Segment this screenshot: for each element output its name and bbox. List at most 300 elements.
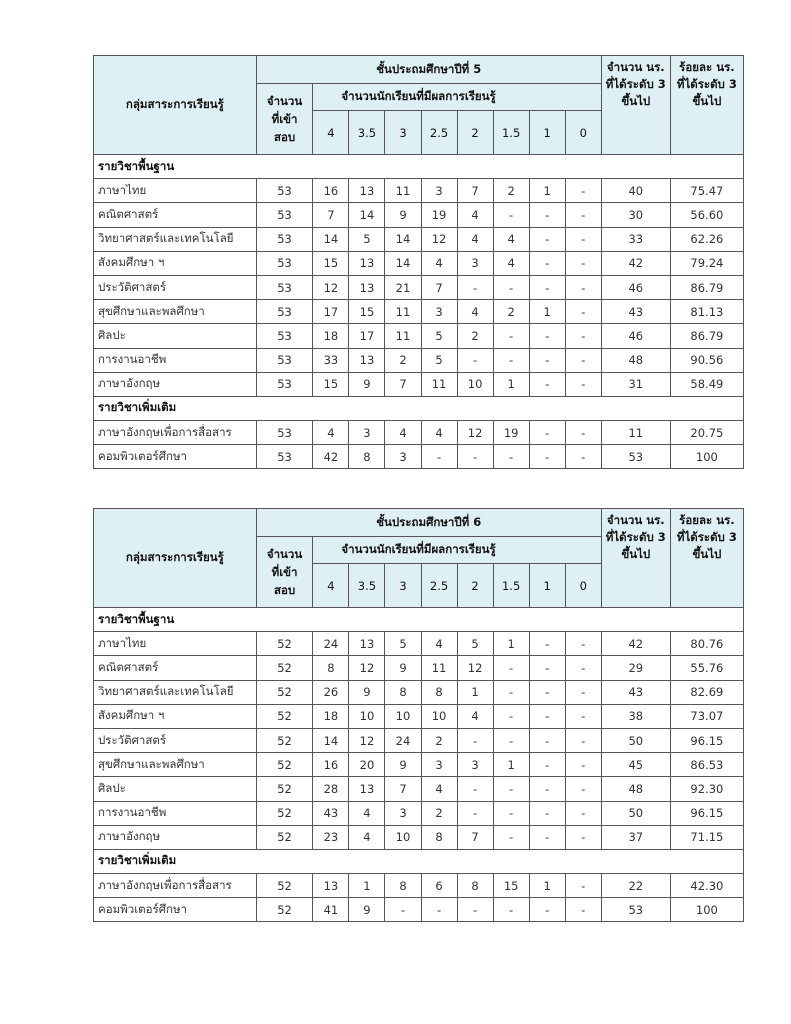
grade-count-cell: 42 — [313, 445, 349, 469]
grade-count-cell: 4 — [493, 251, 529, 275]
grade-count-cell: 28 — [313, 777, 349, 801]
grade-count-cell: 3 — [421, 179, 457, 203]
grade-count-cell: 4 — [313, 421, 349, 445]
percent-level3-cell: 100 — [670, 445, 743, 469]
grade-count-cell: 4 — [457, 203, 493, 227]
grade-count-cell: - — [457, 275, 493, 299]
tested-count-header — [256, 84, 313, 155]
percent-level3-header — [670, 56, 743, 155]
grade-count-cell: 4 — [457, 704, 493, 728]
grade-count-cell: 11 — [385, 179, 421, 203]
grade-count-cell: - — [529, 753, 565, 777]
grade-count-cell: 12 — [457, 421, 493, 445]
grade-count-cell: - — [385, 898, 421, 922]
grade-count-cell: 9 — [385, 753, 421, 777]
subject-cell: ประวัติศาสตร์ — [94, 275, 257, 299]
tested-cell: 52 — [256, 632, 313, 656]
grade-count-cell: - — [529, 656, 565, 680]
grade-count-cell: 12 — [421, 227, 457, 251]
grade-count-cell: 11 — [385, 324, 421, 348]
table-row — [94, 874, 744, 898]
grade-count-cell: - — [565, 825, 601, 849]
count-level3-cell: 38 — [601, 704, 670, 728]
grade-count-cell: 3 — [457, 753, 493, 777]
grade-count-cell: 15 — [313, 251, 349, 275]
grade-count-cell: 4 — [421, 251, 457, 275]
subject-cell: สังคมศึกษา ฯ — [94, 704, 257, 728]
grade-count-cell: 4 — [349, 801, 385, 825]
grade-count-cell: 14 — [313, 227, 349, 251]
grade-count-cell: - — [565, 704, 601, 728]
grade-results-table — [93, 508, 744, 922]
grade-count-cell: - — [457, 801, 493, 825]
grade-count-cell: - — [565, 348, 601, 372]
percent-level3-cell: 96.15 — [670, 801, 743, 825]
tested-cell: 52 — [256, 728, 313, 752]
tested-cell: 52 — [256, 753, 313, 777]
grade-count-cell: 8 — [385, 874, 421, 898]
table-row — [94, 227, 744, 251]
grade-count-cell: 7 — [421, 275, 457, 299]
grade-count-cell: 15 — [493, 874, 529, 898]
grade-count-cell: 13 — [349, 777, 385, 801]
percent-level3-cell: 56.60 — [670, 203, 743, 227]
table-row — [94, 445, 744, 469]
grade-count-cell: 2 — [421, 801, 457, 825]
grade-count-cell: - — [529, 421, 565, 445]
grade-count-cell: 13 — [349, 348, 385, 372]
grade-count-cell: 19 — [493, 421, 529, 445]
grade-count-cell: 9 — [385, 203, 421, 227]
count-level3-cell: 53 — [601, 445, 670, 469]
table-row — [94, 898, 744, 922]
grade-count-cell: 24 — [385, 728, 421, 752]
subject-cell: ประวัติศาสตร์ — [94, 728, 257, 752]
subject-cell: ภาษาอังกฤษเพื่อการสื่อสาร — [94, 421, 257, 445]
grade-count-cell: 11 — [385, 300, 421, 324]
table-row — [94, 777, 744, 801]
count-level3-header-line: ขึ้นไป — [621, 547, 651, 561]
section-title: รายวิชาเพิ่มเติม — [94, 849, 744, 873]
grade-count-cell: 10 — [421, 704, 457, 728]
grade-count-cell: - — [493, 777, 529, 801]
grade-count-cell: 3 — [349, 421, 385, 445]
grade-count-cell: 1 — [493, 632, 529, 656]
tested-cell: 53 — [256, 300, 313, 324]
table-row — [94, 348, 744, 372]
grade-count-cell: 10 — [385, 825, 421, 849]
count-level3-cell: 37 — [601, 825, 670, 849]
subject-cell: ภาษาอังกฤษ — [94, 372, 257, 396]
percent-level3-cell: 100 — [670, 898, 743, 922]
grade-count-cell: - — [565, 275, 601, 299]
count-level3-header-line: จำนวน นร. — [606, 513, 665, 527]
tested-cell: 52 — [256, 801, 313, 825]
table-row — [94, 656, 744, 680]
table-row — [94, 275, 744, 299]
grade-count-cell: - — [565, 753, 601, 777]
grade-count-cell: 1 — [493, 372, 529, 396]
grade-count-cell: 15 — [313, 372, 349, 396]
grade-count-cell: 6 — [421, 874, 457, 898]
grade-count-cell: 5 — [421, 324, 457, 348]
count-level3-cell: 50 — [601, 801, 670, 825]
grade-count-cell: 3 — [385, 801, 421, 825]
grade-count-cell: - — [565, 324, 601, 348]
grade-count-cell: - — [565, 874, 601, 898]
percent-level3-cell: 81.13 — [670, 300, 743, 324]
grade-count-cell: - — [565, 421, 601, 445]
section-title: รายวิชาเพิ่มเติม — [94, 396, 744, 420]
grade-count-cell: 4 — [493, 227, 529, 251]
tested-count-header-line: สอบ — [273, 583, 296, 597]
subject-cell: ศิลปะ — [94, 324, 257, 348]
tested-count-header — [256, 537, 313, 608]
grade-count-cell: 1 — [529, 874, 565, 898]
table-row — [94, 300, 744, 324]
grade-column-header: 1.5 — [493, 564, 529, 608]
tested-cell: 52 — [256, 825, 313, 849]
grade-results-header: จำนวนนักเรียนที่มีผลการเรียนรู้ — [313, 84, 601, 111]
count-level3-cell: 46 — [601, 275, 670, 299]
subject-cell: คณิตศาสตร์ — [94, 656, 257, 680]
grade-count-cell: - — [457, 777, 493, 801]
count-level3-header-line: จำนวน นร. — [606, 60, 665, 74]
grade-count-cell: 1 — [529, 179, 565, 203]
count-level3-cell: 11 — [601, 421, 670, 445]
grade-column-header: 2.5 — [421, 564, 457, 608]
subject-cell: การงานอาชีพ — [94, 348, 257, 372]
section-title: รายวิชาพื้นฐาน — [94, 155, 744, 179]
grade-count-cell: 14 — [385, 251, 421, 275]
grade-count-cell: 11 — [421, 372, 457, 396]
section-row — [94, 155, 744, 179]
grade-count-cell: 4 — [349, 825, 385, 849]
grade-count-cell: 12 — [457, 656, 493, 680]
grade-count-cell: 18 — [313, 704, 349, 728]
table-row — [94, 203, 744, 227]
percent-level3-cell: 96.15 — [670, 728, 743, 752]
grade-count-cell: 7 — [313, 203, 349, 227]
grade-column-header: 3.5 — [349, 564, 385, 608]
grade-count-cell: 4 — [385, 421, 421, 445]
grade-count-cell: 2 — [493, 300, 529, 324]
tested-cell: 53 — [256, 421, 313, 445]
grade-count-cell: - — [565, 372, 601, 396]
grade-count-cell: - — [565, 656, 601, 680]
grade-count-cell: - — [457, 445, 493, 469]
grade-count-cell: 13 — [349, 275, 385, 299]
grade-count-cell: 1 — [457, 680, 493, 704]
percent-level3-header-line: ร้อยละ นร. — [679, 513, 735, 527]
grade-column-header: 2.5 — [421, 111, 457, 155]
grade-column-header: 3 — [385, 111, 421, 155]
count-level3-cell: 48 — [601, 777, 670, 801]
grade-count-cell: 41 — [313, 898, 349, 922]
tested-cell: 53 — [256, 203, 313, 227]
grade-count-cell: - — [565, 179, 601, 203]
grade-count-cell: - — [529, 680, 565, 704]
grade-count-cell: - — [493, 898, 529, 922]
grade-count-cell: - — [565, 777, 601, 801]
percent-level3-cell: 42.30 — [670, 874, 743, 898]
tested-cell: 52 — [256, 874, 313, 898]
grade-count-cell: - — [529, 251, 565, 275]
grade-count-cell: 5 — [385, 632, 421, 656]
table-row — [94, 680, 744, 704]
section-title: รายวิชาพื้นฐาน — [94, 608, 744, 632]
count-level3-header-line: ที่ได้ระดับ 3 — [605, 530, 666, 544]
percent-level3-cell: 58.49 — [670, 372, 743, 396]
grade-count-cell: 19 — [421, 203, 457, 227]
grade-count-cell: 8 — [313, 656, 349, 680]
grade-count-cell: 7 — [457, 179, 493, 203]
grade-count-cell: - — [493, 656, 529, 680]
grade-count-cell: - — [493, 445, 529, 469]
grade-column-header: 2 — [457, 564, 493, 608]
grade-count-cell: - — [529, 227, 565, 251]
grade-count-cell: - — [529, 372, 565, 396]
grade-count-cell: 4 — [457, 300, 493, 324]
count-level3-cell: 42 — [601, 632, 670, 656]
tested-cell: 53 — [256, 445, 313, 469]
grade-count-cell: - — [529, 825, 565, 849]
count-level3-cell: 33 — [601, 227, 670, 251]
grade-count-cell: 10 — [385, 704, 421, 728]
grade-count-cell: - — [565, 251, 601, 275]
grade-count-cell: - — [529, 348, 565, 372]
table-row — [94, 632, 744, 656]
grade-level-title: ชั้นประถมศึกษาปีที่ 6 — [256, 509, 601, 537]
table-row — [94, 251, 744, 275]
grade-count-cell: 8 — [349, 445, 385, 469]
grade-count-cell: 8 — [421, 680, 457, 704]
table-row — [94, 825, 744, 849]
grade-count-cell: 16 — [313, 179, 349, 203]
grade-count-cell: 14 — [349, 203, 385, 227]
grade-count-cell: - — [529, 445, 565, 469]
tested-cell: 52 — [256, 898, 313, 922]
subject-cell: ภาษาไทย — [94, 632, 257, 656]
percent-level3-cell: 55.76 — [670, 656, 743, 680]
tested-cell: 52 — [256, 656, 313, 680]
percent-level3-cell: 75.47 — [670, 179, 743, 203]
grade-count-cell: 8 — [385, 680, 421, 704]
subject-cell: วิทยาศาสตร์และเทคโนโลยี — [94, 680, 257, 704]
tested-cell: 53 — [256, 179, 313, 203]
grade-count-cell: - — [529, 728, 565, 752]
tested-cell: 53 — [256, 251, 313, 275]
count-level3-cell: 40 — [601, 179, 670, 203]
grade-count-cell: 5 — [457, 632, 493, 656]
tested-cell: 53 — [256, 227, 313, 251]
grade-count-cell: - — [565, 680, 601, 704]
grade-count-cell: 4 — [421, 421, 457, 445]
grade-count-cell: 13 — [313, 874, 349, 898]
grade-count-cell: 8 — [421, 825, 457, 849]
tested-cell: 53 — [256, 324, 313, 348]
grade-count-cell: 17 — [313, 300, 349, 324]
grade-count-cell: - — [565, 227, 601, 251]
grade-count-cell: 9 — [349, 898, 385, 922]
section-row — [94, 396, 744, 420]
percent-level3-cell: 90.56 — [670, 348, 743, 372]
table-row — [94, 704, 744, 728]
tested-count-header-line: จำนวน — [266, 94, 303, 108]
count-level3-cell: 22 — [601, 874, 670, 898]
percent-level3-header-line: ขึ้นไป — [692, 94, 722, 108]
grade-count-cell: - — [565, 898, 601, 922]
grade-count-cell: 1 — [493, 753, 529, 777]
grade-results-header: จำนวนนักเรียนที่มีผลการเรียนรู้ — [313, 537, 601, 564]
table-row — [94, 753, 744, 777]
count-level3-cell: 42 — [601, 251, 670, 275]
grade-count-cell: 20 — [349, 753, 385, 777]
grade-results-table — [93, 55, 744, 469]
grade-count-cell: 3 — [421, 300, 457, 324]
table-row — [94, 324, 744, 348]
section-row — [94, 849, 744, 873]
percent-level3-cell: 73.07 — [670, 704, 743, 728]
grade-count-cell: 43 — [313, 801, 349, 825]
percent-level3-cell: 92.30 — [670, 777, 743, 801]
tested-cell: 53 — [256, 275, 313, 299]
grade-count-cell: - — [529, 275, 565, 299]
percent-level3-cell: 86.79 — [670, 324, 743, 348]
percent-level3-header-line: ร้อยละ นร. — [679, 60, 735, 74]
grade-count-cell: 8 — [457, 874, 493, 898]
grade-column-header: 0 — [565, 111, 601, 155]
subject-cell: ภาษาอังกฤษเพื่อการสื่อสาร — [94, 874, 257, 898]
grade-count-cell: - — [493, 275, 529, 299]
grade-count-cell: 33 — [313, 348, 349, 372]
tested-cell: 52 — [256, 680, 313, 704]
count-level3-header-line: ขึ้นไป — [621, 94, 651, 108]
grade-count-cell: 9 — [385, 656, 421, 680]
grade-count-cell: - — [565, 632, 601, 656]
grade-count-cell: - — [493, 825, 529, 849]
count-level3-header — [601, 509, 670, 608]
grade-column-header: 3 — [385, 564, 421, 608]
grade-count-cell: - — [493, 704, 529, 728]
grade-count-cell: 11 — [421, 656, 457, 680]
grade-column-header: 4 — [313, 111, 349, 155]
subject-cell: คอมพิวเตอร์ศึกษา — [94, 898, 257, 922]
count-level3-cell: 30 — [601, 203, 670, 227]
percent-level3-cell: 86.79 — [670, 275, 743, 299]
grade-column-header: 3.5 — [349, 111, 385, 155]
grade-count-cell: 5 — [421, 348, 457, 372]
grade-count-cell: - — [457, 898, 493, 922]
percent-level3-cell: 71.15 — [670, 825, 743, 849]
table-row — [94, 179, 744, 203]
grade-count-cell: - — [457, 728, 493, 752]
tested-cell: 52 — [256, 777, 313, 801]
grade-column-header: 0 — [565, 564, 601, 608]
grade-count-cell: 3 — [421, 753, 457, 777]
grade-count-cell: 9 — [349, 680, 385, 704]
subject-cell: คณิตศาสตร์ — [94, 203, 257, 227]
grade-count-cell: 18 — [313, 324, 349, 348]
table-row — [94, 372, 744, 396]
grade-count-cell: - — [529, 203, 565, 227]
grade-count-cell: - — [493, 728, 529, 752]
grade-count-cell: 21 — [385, 275, 421, 299]
grade-count-cell: - — [493, 203, 529, 227]
grade-count-cell: 2 — [493, 179, 529, 203]
tested-cell: 53 — [256, 348, 313, 372]
subject-cell: ศิลปะ — [94, 777, 257, 801]
section-row — [94, 608, 744, 632]
count-level3-cell: 48 — [601, 348, 670, 372]
count-level3-cell: 29 — [601, 656, 670, 680]
subject-group-header: กลุ่มสาระการเรียนรู้ — [94, 509, 257, 608]
grade-count-cell: 23 — [313, 825, 349, 849]
grade-level-title: ชั้นประถมศึกษาปีที่ 5 — [256, 56, 601, 84]
grade-count-cell: - — [421, 445, 457, 469]
subject-cell: ภาษาไทย — [94, 179, 257, 203]
grade-count-cell: - — [529, 632, 565, 656]
grade-count-cell: 12 — [349, 656, 385, 680]
tested-cell: 52 — [256, 704, 313, 728]
grade-count-cell: 24 — [313, 632, 349, 656]
grade-count-cell: - — [565, 300, 601, 324]
percent-level3-header-line: ที่ได้ระดับ 3 — [676, 77, 737, 91]
grade-count-cell: 14 — [313, 728, 349, 752]
tested-cell: 53 — [256, 372, 313, 396]
count-level3-cell: 43 — [601, 680, 670, 704]
grade-count-cell: 5 — [349, 227, 385, 251]
grade-column-header: 2 — [457, 111, 493, 155]
tested-count-header-line: ที่เข้า — [271, 565, 298, 579]
count-level3-header-line: ที่ได้ระดับ 3 — [605, 77, 666, 91]
grade-count-cell: 2 — [421, 728, 457, 752]
percent-level3-cell: 62.26 — [670, 227, 743, 251]
count-level3-cell: 46 — [601, 324, 670, 348]
table-row — [94, 728, 744, 752]
grade-count-cell: 15 — [349, 300, 385, 324]
grade-count-cell: 4 — [457, 227, 493, 251]
grade-count-cell: 3 — [385, 445, 421, 469]
percent-level3-header-line: ที่ได้ระดับ 3 — [676, 530, 737, 544]
grade-column-header: 1 — [529, 564, 565, 608]
grade-count-cell: - — [493, 801, 529, 825]
grade-count-cell: - — [529, 704, 565, 728]
grade-count-cell: 7 — [385, 777, 421, 801]
tested-count-header-line: สอบ — [273, 130, 296, 144]
grade-count-cell: 12 — [349, 728, 385, 752]
grade-count-cell: - — [457, 348, 493, 372]
grade-count-cell: 2 — [457, 324, 493, 348]
grade-count-cell: 17 — [349, 324, 385, 348]
subject-cell: สุขศึกษาและพลศึกษา — [94, 753, 257, 777]
grade-count-cell: - — [493, 324, 529, 348]
grade-count-cell: 26 — [313, 680, 349, 704]
grade-count-cell: - — [529, 324, 565, 348]
subject-group-header: กลุ่มสาระการเรียนรู้ — [94, 56, 257, 155]
count-level3-cell: 45 — [601, 753, 670, 777]
subject-cell: การงานอาชีพ — [94, 801, 257, 825]
subject-cell: วิทยาศาสตร์และเทคโนโลยี — [94, 227, 257, 251]
count-level3-cell: 43 — [601, 300, 670, 324]
tested-count-header-line: จำนวน — [266, 547, 303, 561]
subject-cell: ภาษาอังกฤษ — [94, 825, 257, 849]
subject-cell: คอมพิวเตอร์ศึกษา — [94, 445, 257, 469]
grade-count-cell: - — [493, 680, 529, 704]
count-level3-header — [601, 56, 670, 155]
grade-count-cell: 10 — [457, 372, 493, 396]
subject-cell: สุขศึกษาและพลศึกษา — [94, 300, 257, 324]
